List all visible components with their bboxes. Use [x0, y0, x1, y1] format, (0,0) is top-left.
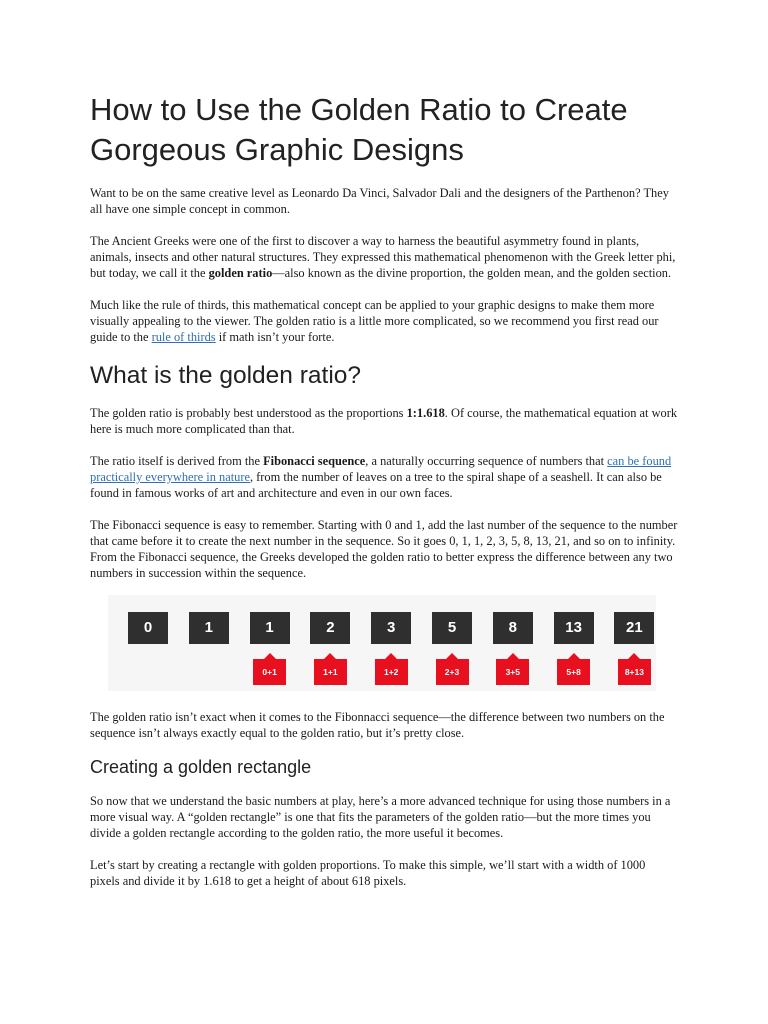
fibonacci-number-box: 21 [614, 612, 654, 644]
fibonacci-sequence-figure [108, 595, 656, 691]
text-run: if math isn’t your forte. [215, 329, 335, 344]
fibonacci-number-box: 8 [493, 612, 533, 644]
fibonacci-sum-label: 8+13 [618, 659, 651, 685]
nature-link[interactable]: can be found practically everywhere in nature [90, 453, 672, 484]
text-run: The ratio itself is derived from the [90, 453, 264, 468]
section2-paragraph-1: So now that we understand the basic numbers at play, here’s a more advanced technique for using those numbers in a more visual way. A “golden rectangle” is one that fits the parameters of the golden ratio—but the more times you divide a golden rectangle according to the golden ratio, the more useful it becomes. [90, 793, 671, 840]
text-run: , a naturally occurring sequence of numbers that [365, 453, 608, 468]
text-run: —also known as the divine proportion, the golden mean, and the golden section. [272, 265, 672, 280]
rule-of-thirds-link[interactable]: rule of thirds [151, 329, 216, 344]
fibonacci-sum-label: 3+5 [496, 659, 529, 685]
fibonacci-sum-label: 0+1 [253, 659, 286, 685]
section-heading-golden-rectangle: Creating a golden rectangle [90, 756, 312, 777]
text-run: The golden ratio is probably best understood as the proportions [90, 405, 407, 420]
text-run: Much like the rule of thirds, this mathematical concept can be applied to your graphic designs to make them more visually appealing to the viewer. The golden ratio is a little more complicated, so we recommend you first read our guide to the [90, 297, 659, 344]
section2-paragraph-2: Let’s start by creating a rectangle with golden proportions. To make this simple, we’ll start with a width of 1000 pixels and divide it by 1.618 to get a height of about 618 pixels. [90, 857, 646, 888]
fibonacci-number-box: 2 [310, 612, 350, 644]
fibonacci-number-box: 1 [189, 612, 229, 644]
fibonacci-number-box: 3 [371, 612, 411, 644]
fibonacci-sum-label: 5+8 [557, 659, 590, 685]
fibonacci-number-box: 5 [432, 612, 472, 644]
text-run: The Ancient Greeks were one of the first to discover a way to harness the beautiful asymmetry found in plants, animals, insects and other natural structures. They expressed this mathematical phenomenon with the Greek letter phi, but today, we call it the [90, 233, 676, 280]
fibonacci-sum-label: 2+3 [436, 659, 469, 685]
fibonacci-number-box: 0 [128, 612, 168, 644]
page-title: How to Use the Golden Ratio to Create Gorgeous Graphic Designs [90, 92, 628, 168]
article [90, 90, 678, 905]
intro-paragraph-3 [90, 297, 678, 345]
bold-term-proportion: 1:1.618 [406, 405, 445, 420]
section1-paragraph-2 [90, 453, 678, 501]
intro-paragraph-2 [90, 233, 678, 281]
section1-paragraph-3: The Fibonacci sequence is easy to remember. Starting with 0 and 1, add the last number of the sequence to the number that came before it to create the next number in the sequence. So it goes 0, 1, 1, 2, 3, 5, 8, 13, 21, and so on to infinity. From the Fibonacci sequence, the Greeks developed the golden ratio to better express the difference between any two numbers in succession within the sequence. [90, 517, 678, 580]
fibonacci-number-box: 13 [554, 612, 594, 644]
fibonacci-sum-label: 1+1 [314, 659, 347, 685]
text-run: . Of course, the mathematical equation at work here is much more complicated than that. [90, 405, 678, 436]
fibonacci-sum-label: 1+2 [375, 659, 408, 685]
section1-paragraph-1 [90, 405, 678, 437]
text-run: , from the number of leaves on a tree to the spiral shape of a seashell. It can also be found in famous works of art and architecture and even in our own faces. [90, 469, 662, 500]
bold-term-golden-ratio: golden ratio [208, 265, 273, 280]
bold-term-fibonacci: Fibonacci sequence [263, 453, 366, 468]
section-heading-golden-ratio: What is the golden ratio? [90, 361, 362, 389]
fibonacci-number-box: 1 [250, 612, 290, 644]
section1-paragraph-4: The golden ratio isn’t exact when it comes to the Fibonnacci sequence—the difference between two numbers on the sequence isn’t always exactly equal to the golden ratio, but it’s pretty close. [90, 709, 665, 740]
intro-paragraph-1: Want to be on the same creative level as Leonardo Da Vinci, Salvador Dali and the designers of the Parthenon? They all have one simple concept in common. [90, 185, 669, 216]
